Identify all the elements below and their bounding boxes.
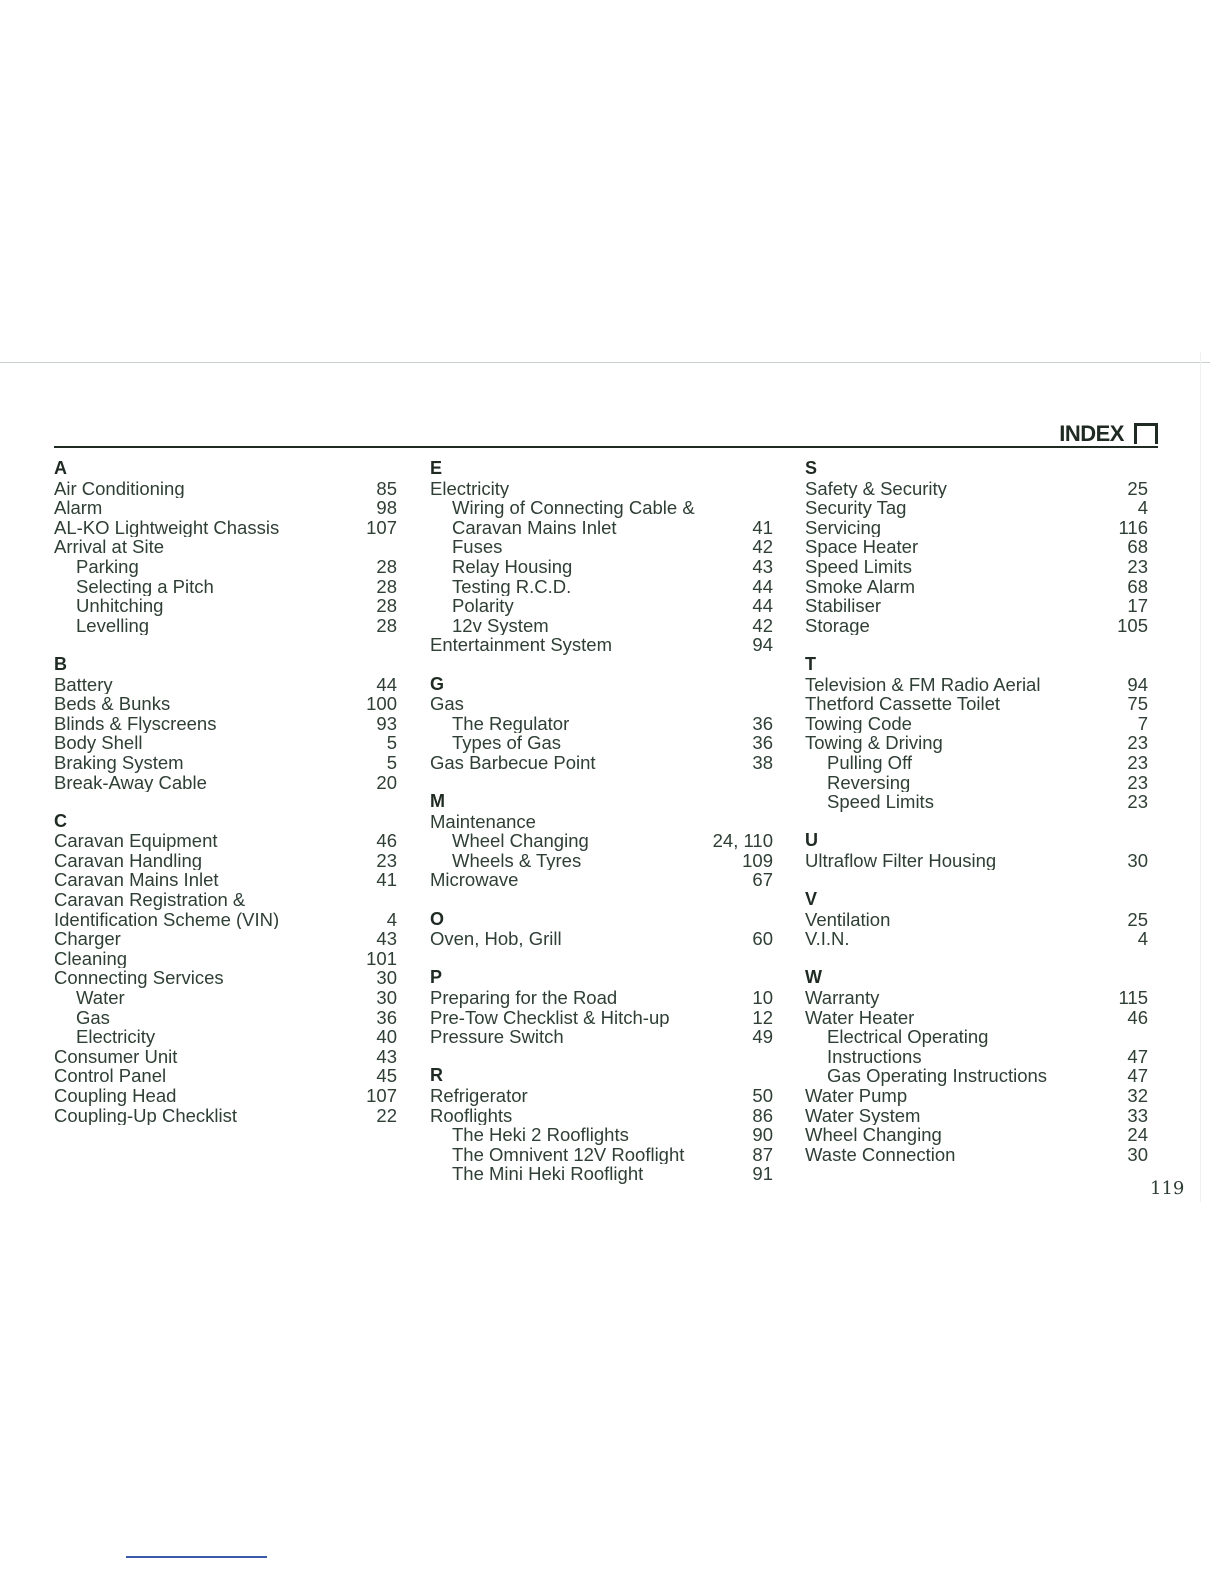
header-rule [54, 446, 1158, 448]
entry-page-number: 44 [376, 673, 397, 695]
index-entry [54, 733, 397, 753]
entry-label: Relay Housing [452, 556, 573, 577]
entry-page-number: 30 [376, 987, 397, 1009]
index-subentry [430, 1125, 773, 1145]
entry-label: Microwave [430, 870, 519, 891]
entry-page-number: 28 [376, 555, 397, 577]
entry-page-number: 25 [1127, 477, 1148, 499]
page-title: INDEX [1059, 421, 1124, 446]
entry-page-number: 36 [752, 732, 773, 754]
index-section-a [54, 459, 397, 635]
entry-page-number: 87 [752, 1143, 773, 1165]
index-subentry [430, 1164, 773, 1184]
entry-label: Pre-Tow Checklist & Hitch-up [430, 1007, 670, 1028]
entry-page-number: 23 [1127, 732, 1148, 754]
index-subentry [54, 557, 397, 577]
entry-page-number: 107 [366, 516, 397, 538]
entry-page-number [357, 537, 397, 557]
entry-page-number: 36 [376, 1006, 397, 1028]
entry-page-number [733, 694, 773, 714]
entry-label: Stabiliser [805, 596, 882, 616]
index-entry [805, 1145, 1148, 1165]
entry-page-number: 115 [1118, 987, 1148, 1009]
index-subentry [430, 616, 773, 636]
index-subentry [430, 498, 773, 518]
index-subentry [430, 714, 773, 734]
index-entry [805, 537, 1148, 557]
index-subentry [805, 792, 1148, 812]
page-number: 119 [1150, 1178, 1185, 1199]
index-section-e [430, 459, 773, 655]
index-entry [430, 635, 773, 655]
index-entry [54, 929, 397, 949]
entry-page-number: 47 [1127, 1065, 1148, 1087]
index-entry [805, 851, 1148, 871]
entry-label: Consumer Unit [54, 1046, 178, 1067]
entry-page-number: 10 [752, 987, 773, 1009]
entry-label: Towing & Driving [805, 733, 943, 753]
entry-label: Towing Code [805, 713, 912, 734]
entry-page-number: 5 [386, 751, 397, 773]
index-entry [54, 1106, 397, 1126]
section-letter: T [805, 653, 816, 674]
entry-page-number: 42 [752, 614, 773, 636]
entry-label: Wheel Changing [452, 831, 589, 851]
entry-label: Storage [805, 615, 870, 636]
entry-label: Smoke Alarm [805, 576, 916, 597]
entry-label: Parking [76, 556, 139, 577]
entry-label: Water Pump [805, 1086, 908, 1106]
index-subentry [54, 577, 397, 597]
entry-label: Fuses [452, 537, 503, 557]
entry-page-number: 101 [366, 947, 397, 969]
section-letter: R [430, 1065, 443, 1086]
index-header [54, 420, 1158, 448]
entry-label: Gas Operating Instructions [827, 1066, 1048, 1086]
entry-page-number: 67 [752, 869, 773, 891]
section-letter: V [805, 889, 818, 910]
index-entry [54, 870, 397, 890]
section-letter: W [805, 967, 822, 988]
index-entry [805, 498, 1148, 518]
index-section-c [54, 812, 397, 1126]
index-entry [54, 851, 397, 871]
index-section-r [430, 1066, 773, 1184]
entry-label: The Mini Heki Rooflight [452, 1164, 644, 1184]
entry-label: Break-Away Cable [54, 772, 207, 793]
section-letter: E [430, 458, 443, 478]
entry-page-number: 24, 110 [712, 830, 773, 852]
index-subentry [54, 988, 397, 1008]
index-subentry [430, 537, 773, 557]
entry-page-number: 20 [376, 771, 397, 793]
index-subentry [430, 1145, 773, 1165]
entry-label: Refrigerator [430, 1086, 528, 1106]
entry-page-number: 49 [752, 1026, 773, 1048]
entry-page-number: 4 [1137, 497, 1148, 519]
entry-label: Water [76, 988, 125, 1008]
entry-page-number: 17 [1127, 595, 1148, 617]
entry-page-number: 23 [1127, 555, 1148, 577]
entry-label: Connecting Services [54, 968, 224, 989]
section-letter: U [805, 830, 818, 851]
entry-label: Instructions [827, 1046, 922, 1067]
entry-label: The Regulator [452, 713, 570, 734]
section-letter: A [54, 458, 67, 478]
index-entry [805, 675, 1148, 695]
entry-page-number: 105 [1117, 614, 1148, 636]
entry-page-number: 5 [386, 732, 397, 754]
entry-page-number: 24 [1127, 1124, 1148, 1146]
entry-label: Gas [430, 694, 464, 714]
entry-page-number: 44 [752, 595, 773, 617]
entry-label: Oven, Hob, Grill [430, 929, 562, 949]
index-section-u [805, 831, 1148, 870]
entry-page-number: 25 [1127, 908, 1148, 930]
scan-border-line [0, 362, 1210, 363]
scan-edge-shadow [1200, 352, 1201, 1202]
entry-page-number: 28 [376, 575, 397, 597]
index-subentry [805, 753, 1148, 773]
entry-label: Levelling [76, 615, 150, 636]
index-entry [54, 498, 397, 518]
index-subentry [805, 1066, 1148, 1086]
entry-page-number: 4 [1137, 928, 1148, 950]
entry-page-number: 86 [752, 1104, 773, 1126]
index-entry [54, 1086, 397, 1106]
entry-page-number: 68 [1127, 536, 1148, 558]
section-letter: O [430, 908, 445, 929]
entry-label: Water System [805, 1105, 921, 1126]
entry-label: Wheels & Tyres [452, 850, 582, 871]
entry-label: Arrival at Site [54, 537, 165, 557]
index-subentry [54, 1008, 397, 1028]
entry-page-number: 94 [1127, 673, 1148, 695]
index-section-b [54, 655, 397, 792]
index-column-3 [805, 459, 1148, 1184]
index-entry [54, 537, 397, 557]
entry-page-number: 41 [376, 869, 397, 891]
entry-label: Braking System [54, 752, 184, 773]
index-entry [430, 929, 773, 949]
entry-page-number [733, 812, 773, 832]
entry-page-number: 45 [376, 1065, 397, 1087]
entry-label: Wiring of Connecting Cable & [452, 498, 695, 518]
index-entry [54, 831, 397, 851]
entry-label: The Omnivent 12V Rooflight [452, 1144, 685, 1165]
entry-label: Gas Barbecue Point [430, 752, 596, 773]
index-entry [805, 694, 1148, 714]
index-entry [430, 988, 773, 1008]
entry-page-number: 91 [752, 1163, 773, 1185]
index-entry [54, 694, 397, 714]
entry-label: Safety & Security [805, 478, 947, 499]
entry-page-number: 42 [752, 536, 773, 558]
index-section-o [430, 910, 773, 949]
section-letter: M [430, 791, 445, 812]
index-entry [805, 1106, 1148, 1126]
entry-label: Maintenance [430, 811, 536, 832]
entry-label: Caravan Handling [54, 850, 203, 871]
entry-label: Body Shell [54, 733, 143, 753]
entry-label: Servicing [805, 517, 882, 538]
index-column-1 [54, 459, 397, 1145]
index-entry [805, 988, 1148, 1008]
index-entry [430, 1106, 773, 1126]
entry-page-number: 33 [1127, 1104, 1148, 1126]
entry-label: Alarm [54, 498, 103, 518]
index-entry [54, 753, 397, 773]
entry-label: Television & FM Radio Aerial [805, 674, 1041, 695]
entry-page-number: 30 [376, 967, 397, 989]
index-entry [430, 1008, 773, 1028]
index-entry [805, 518, 1148, 538]
index-subentry [430, 596, 773, 616]
entry-page-number: 23 [1127, 751, 1148, 773]
entry-label: Ultraflow Filter Housing [805, 850, 997, 871]
entry-page-number: 28 [376, 614, 397, 636]
index-entry [430, 812, 773, 832]
index-entry [54, 479, 397, 499]
index-column-2 [430, 459, 773, 1204]
entry-page-number: 40 [376, 1026, 397, 1048]
entry-label: Rooflights [430, 1105, 513, 1126]
index-entry [430, 870, 773, 890]
entry-label: Unhitching [76, 596, 164, 616]
entry-page-number: 32 [1127, 1085, 1148, 1106]
entry-label: Thetford Cassette Toilet [805, 694, 1001, 714]
entry-label: Types of Gas [452, 733, 561, 753]
entry-label: Reversing [827, 772, 911, 793]
index-section-v [805, 890, 1148, 949]
entry-label: Water Heater [805, 1007, 915, 1028]
entry-label: Air Conditioning [54, 478, 185, 499]
index-entry [54, 714, 397, 734]
index-entry [430, 1086, 773, 1106]
section-letter: C [54, 810, 67, 831]
entry-page-number: 46 [1127, 1006, 1148, 1028]
entry-label: Speed Limits [805, 556, 912, 577]
index-entry [805, 596, 1148, 616]
entry-page-number: 12 [752, 1006, 773, 1028]
index-subentry [54, 616, 397, 636]
index-entry [805, 910, 1148, 930]
entry-page-number: 22 [376, 1104, 397, 1126]
entry-page-number: 90 [752, 1124, 773, 1146]
index-entry [430, 753, 773, 773]
section-letter: G [430, 673, 445, 694]
entry-page-number [733, 479, 773, 499]
index-subentry [430, 733, 773, 753]
index-entry [54, 675, 397, 695]
entry-page-number: 41 [752, 516, 773, 538]
entry-page-number: 68 [1127, 575, 1148, 597]
entry-page-number: 60 [752, 928, 773, 950]
entry-label: Coupling Head [54, 1086, 177, 1106]
entry-label: The Heki 2 Rooflights [452, 1125, 629, 1145]
entry-label: Caravan Registration & [54, 890, 246, 910]
entry-page-number: 23 [376, 849, 397, 871]
index-subentry [430, 577, 773, 597]
index-entry [430, 694, 773, 714]
index-subentry [54, 596, 397, 616]
index-subentry [805, 1047, 1148, 1067]
index-entry [805, 1008, 1148, 1028]
index-entry [54, 890, 397, 910]
entry-label: Ventilation [805, 909, 891, 930]
entry-label: Caravan Mains Inlet [452, 517, 617, 538]
entry-page-number: 50 [752, 1085, 773, 1106]
entry-label: Caravan Mains Inlet [54, 870, 219, 891]
entry-page-number: 46 [376, 830, 397, 852]
entry-label: V.I.N. [805, 929, 850, 949]
entry-label: Electricity [76, 1027, 156, 1047]
index-subentry [430, 557, 773, 577]
index-box-icon [1134, 423, 1158, 444]
entry-page-number: 85 [376, 477, 397, 499]
entry-label: Pressure Switch [430, 1027, 564, 1047]
entry-label: Testing R.C.D. [452, 576, 572, 597]
entry-page-number: 109 [742, 849, 773, 871]
entry-page-number: 36 [752, 712, 773, 734]
index-entry [54, 910, 397, 930]
entry-page-number: 30 [1127, 1143, 1148, 1165]
entry-page-number: 43 [752, 555, 773, 577]
index-entry [54, 1047, 397, 1067]
entry-label: Control Panel [54, 1066, 167, 1086]
entry-label: Charger [54, 929, 121, 949]
index-section-t [805, 655, 1148, 812]
index-entry [805, 733, 1148, 753]
index-section-s [805, 459, 1148, 635]
entry-page-number: 38 [752, 751, 773, 773]
index-entry [54, 949, 397, 969]
index-subentry [430, 831, 773, 851]
entry-page-number: 98 [376, 497, 397, 519]
entry-label: Speed Limits [827, 792, 934, 812]
index-subentry [430, 518, 773, 538]
entry-page-number: 23 [1127, 771, 1148, 793]
entry-page-number [1108, 1027, 1148, 1047]
index-entry [805, 616, 1148, 636]
entry-page-number: 47 [1127, 1045, 1148, 1067]
entry-label: Cleaning [54, 948, 128, 969]
index-entry [54, 1066, 397, 1086]
entry-page-number: 94 [752, 634, 773, 656]
index-entry [54, 773, 397, 793]
entry-page-number: 30 [1127, 849, 1148, 871]
index-section-g [430, 675, 773, 773]
entry-label: Electricity [430, 478, 510, 499]
index-section-p [430, 968, 773, 1046]
entry-label: Space Heater [805, 537, 919, 557]
entry-label: Caravan Equipment [54, 831, 218, 851]
entry-label: Blinds & Flyscreens [54, 713, 217, 734]
entry-label: Pulling Off [827, 752, 913, 773]
entry-label: 12v System [452, 615, 549, 636]
index-entry [805, 1125, 1148, 1145]
index-entry [430, 1027, 773, 1047]
section-letter: B [54, 653, 67, 674]
entry-label: Entertainment System [430, 635, 612, 655]
entry-label: Security Tag [805, 498, 907, 518]
index-subentry [54, 1027, 397, 1047]
index-section-m [430, 792, 773, 890]
entry-label: Wheel Changing [805, 1125, 942, 1145]
entry-label: Battery [54, 674, 113, 695]
entry-page-number: 100 [366, 693, 397, 715]
entry-label: Preparing for the Road [430, 988, 618, 1008]
entry-page-number: 116 [1118, 516, 1148, 538]
entry-label: Warranty [805, 988, 880, 1008]
index-entry [430, 479, 773, 499]
entry-page-number: 4 [386, 908, 397, 930]
index-subentry [805, 1027, 1148, 1047]
entry-label: Coupling-Up Checklist [54, 1105, 238, 1126]
section-letter: P [430, 967, 443, 988]
index-entry [805, 929, 1148, 949]
entry-label: Selecting a Pitch [76, 576, 214, 597]
entry-page-number [733, 498, 773, 518]
index-entry [805, 1086, 1148, 1106]
index-entry [54, 518, 397, 538]
entry-page-number: 75 [1127, 693, 1148, 715]
index-entry [54, 968, 397, 988]
entry-label: Gas [76, 1007, 110, 1028]
section-letter: S [805, 458, 818, 478]
index-entry [805, 557, 1148, 577]
entry-label: Identification Scheme (VIN) [54, 909, 280, 930]
entry-label: Electrical Operating [827, 1027, 989, 1047]
entry-page-number: 107 [366, 1085, 397, 1106]
entry-label: Beds & Bunks [54, 694, 171, 714]
index-entry [805, 714, 1148, 734]
entry-page-number: 44 [752, 575, 773, 597]
entry-page-number: 43 [376, 1045, 397, 1067]
entry-page-number: 28 [376, 595, 397, 617]
index-section-w [805, 968, 1148, 1164]
index-entry [805, 577, 1148, 597]
entry-page-number: 93 [376, 712, 397, 734]
entry-label: Polarity [452, 596, 514, 616]
entry-page-number [357, 890, 397, 910]
scan-mark-line [126, 1556, 267, 1558]
entry-page-number: 23 [1127, 791, 1148, 813]
index-entry [805, 479, 1148, 499]
index-subentry [805, 773, 1148, 793]
entry-label: AL-KO Lightweight Chassis [54, 517, 280, 538]
entry-page-number: 43 [376, 928, 397, 950]
index-subentry [430, 851, 773, 871]
entry-label: Waste Connection [805, 1144, 956, 1165]
entry-page-number: 7 [1137, 712, 1148, 734]
